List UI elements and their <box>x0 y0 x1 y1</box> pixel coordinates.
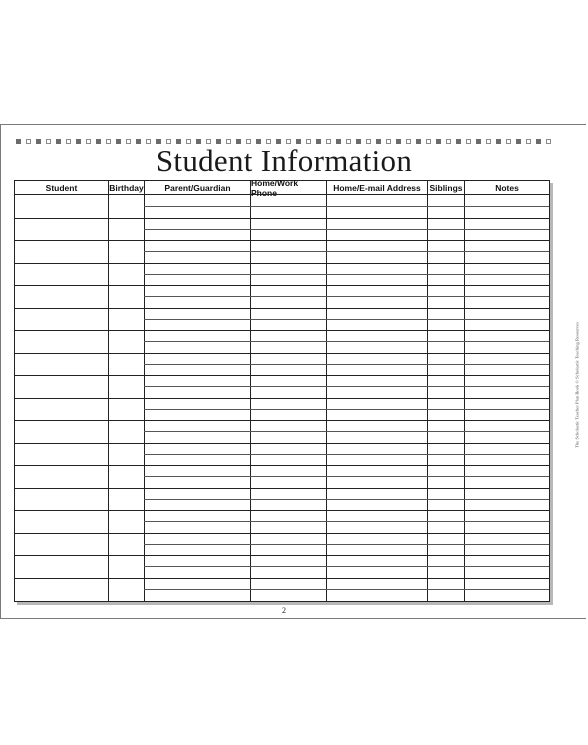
row-divider <box>15 555 549 556</box>
row-divider <box>15 443 549 444</box>
sub-row-line <box>144 274 549 275</box>
sub-row-line <box>144 589 549 590</box>
row-divider <box>15 308 549 309</box>
row-divider <box>15 488 549 489</box>
row-divider <box>15 510 549 511</box>
sub-row-line <box>144 229 549 230</box>
page-title: Student Information <box>155 143 413 178</box>
sub-row-line <box>144 521 549 522</box>
student-info-table <box>14 177 550 602</box>
sub-row-line <box>144 206 549 207</box>
table-header-row <box>15 177 549 198</box>
sub-row-line <box>144 386 549 387</box>
row-divider <box>15 465 549 466</box>
row-divider <box>15 578 549 579</box>
column-header-birthday: Birthday <box>109 182 144 193</box>
column-header-parent-guardian: Parent/Guardian <box>145 181 251 194</box>
page-number: 2 <box>282 606 286 615</box>
sub-row-line <box>144 341 549 342</box>
sub-row-line <box>144 454 549 455</box>
row-divider <box>15 263 549 264</box>
column-header-student: Student <box>15 181 109 194</box>
column-header-address: Home/E-mail Address <box>327 181 428 194</box>
column-header-siblings: Siblings <box>428 181 465 194</box>
sub-row-line <box>144 499 549 500</box>
row-divider <box>15 420 549 421</box>
sub-row-line <box>144 319 549 320</box>
row-divider <box>15 398 549 399</box>
column-header-notes: Notes <box>495 182 519 193</box>
sub-row-line <box>144 296 549 297</box>
row-divider <box>15 240 549 241</box>
row-divider <box>15 533 549 534</box>
sub-row-line <box>144 251 549 252</box>
side-credit <box>572 300 582 470</box>
row-divider <box>15 285 549 286</box>
sub-row-line <box>144 431 549 432</box>
sub-row-line <box>144 544 549 545</box>
side-credit-text: The Scholastic Teacher Plan Book © Scholastic Teaching Resources <box>574 322 580 448</box>
row-divider <box>15 353 549 354</box>
row-divider <box>15 330 549 331</box>
row-divider <box>15 218 549 219</box>
sub-row-line <box>144 566 549 567</box>
sub-row-line <box>144 476 549 477</box>
sub-row-line <box>144 409 549 410</box>
column-header-phone: Home/Work Phone <box>251 181 327 194</box>
row-divider <box>15 375 549 376</box>
table-body <box>15 195 549 601</box>
sub-row-line <box>144 364 549 365</box>
